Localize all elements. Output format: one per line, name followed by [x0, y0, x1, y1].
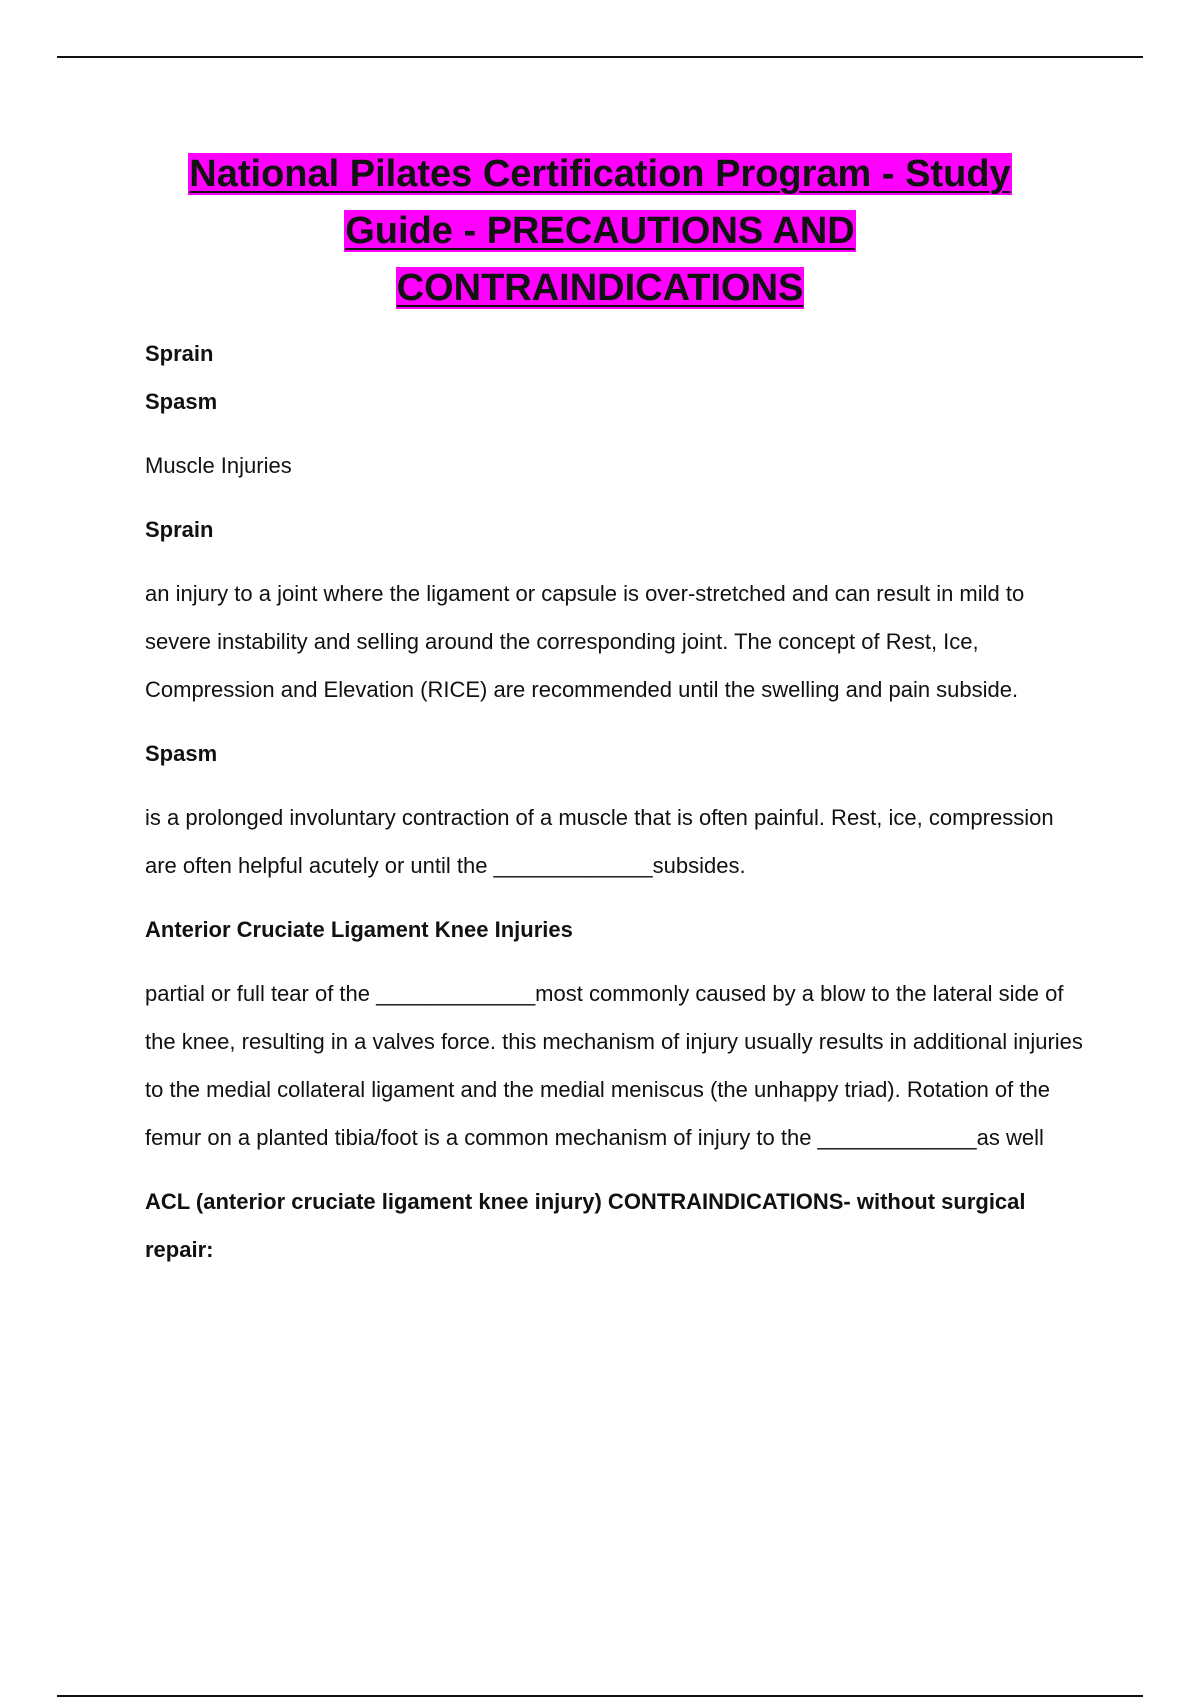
term-list-item: Sprain [145, 341, 214, 366]
entry-term: Anterior Cruciate Ligament Knee Injuries [145, 917, 573, 942]
title-line-1: National Pilates Certification Program - Study [189, 153, 1011, 195]
section-heading: Muscle Injuries [145, 453, 292, 478]
entry-term: Spasm [145, 741, 218, 766]
document-title [120, 146, 1080, 317]
title-line-3: CONTRAINDICATIONS [396, 267, 804, 309]
entry-definition: an injury to a joint where the ligament or capsule is over-stretched and can result in mild to severe instability and selling around the corresponding joint. The concept of Rest, Ice, Compression and Elevation (RICE) are recommended until the swelling and pain subside. [145, 581, 1025, 702]
document-body [145, 330, 1085, 1274]
entry-term: Sprain [145, 517, 214, 542]
bottom-rule [57, 1695, 1143, 1697]
top-rule [57, 56, 1143, 58]
final-heading: ACL (anterior cruciate ligament knee injury) CONTRAINDICATIONS- without surgical repair: [145, 1189, 1026, 1262]
entry-definition: is a prolonged involuntary contraction of a muscle that is often painful. Rest, ice, compression are often helpful acutely or until the _____________subsides. [145, 805, 1054, 878]
entry-definition: partial or full tear of the _____________most commonly caused by a blow to the lateral side of the knee, resulting in a valves force. this mechanism of injury usually results in additional injuries to the medial collateral ligament and the medial meniscus (the unhappy triad). Rotation of the femur on a planted tibia/foot is a common mechanism of injury to the _____________as well [145, 981, 1083, 1150]
term-list-item: Spasm [145, 389, 218, 414]
title-line-2: Guide - PRECAUTIONS AND [345, 210, 855, 252]
